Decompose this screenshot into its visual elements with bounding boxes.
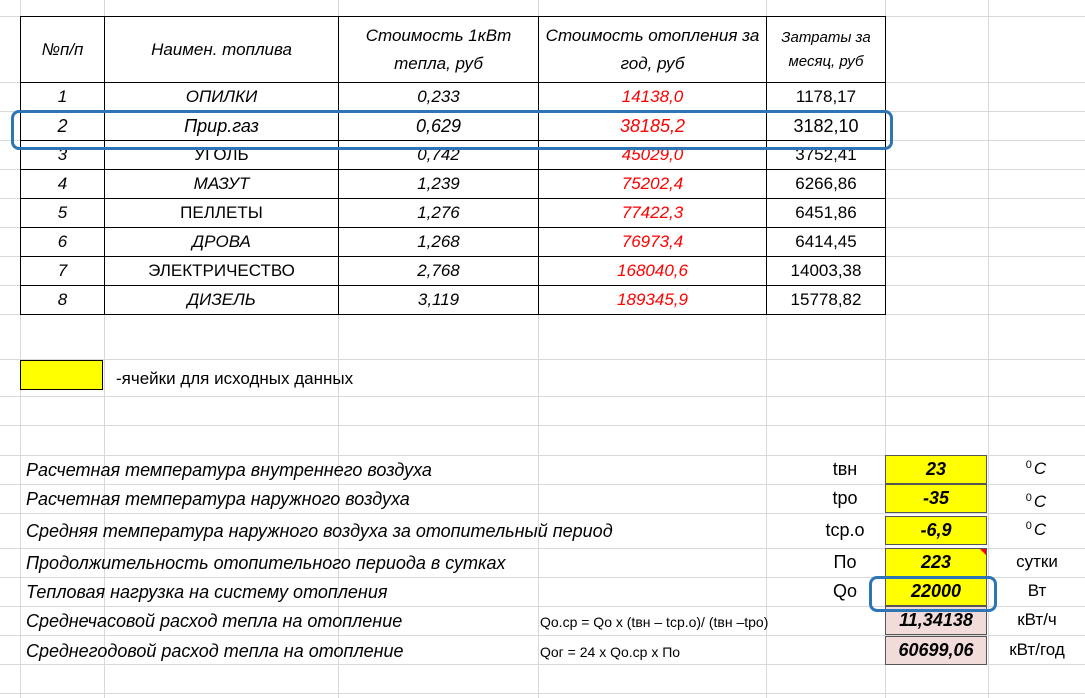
grid-line (0, 396, 1085, 397)
cell-cost-per-kw[interactable]: 1,268 (339, 228, 539, 257)
cell-cost-per-month[interactable]: 6414,45 (767, 228, 886, 257)
cell-cost-per-kw[interactable]: 0,742 (339, 141, 539, 170)
cell-cost-per-month[interactable]: 3182,10 (767, 112, 886, 141)
param-row (20, 484, 1085, 513)
cell-cost-per-month[interactable]: 1178,17 (767, 83, 886, 112)
cell-fuel-name[interactable]: ОПИЛКИ (105, 83, 339, 112)
cell-number[interactable]: 7 (21, 257, 105, 286)
header-cost-per-month[interactable]: Затраты за месяц, руб (767, 17, 886, 83)
param-unit: сутки (1016, 552, 1058, 571)
heat-load-highlight (869, 576, 997, 612)
param-value-input[interactable]: -35 (885, 484, 987, 513)
param-symbol: tср.о (825, 520, 865, 540)
param-row (20, 455, 1085, 484)
param-unit: $^0$ С (1025, 459, 1047, 478)
table-row (21, 83, 886, 112)
param-unit: кВт/ч (1017, 610, 1057, 629)
param-row (20, 636, 1085, 665)
table-row (21, 228, 886, 257)
cell-fuel-name[interactable]: Прир.газ (105, 112, 339, 141)
cell-number[interactable]: 4 (21, 170, 105, 199)
param-unit: кВт/год (1009, 640, 1065, 659)
input-cell-legend-text: -ячейки для исходных данных (116, 369, 354, 388)
param-row (20, 548, 1085, 577)
cell-fuel-name[interactable]: ДРОВА (105, 228, 339, 257)
param-symbol: По (833, 552, 857, 572)
cell-cost-per-month[interactable]: 14003,38 (767, 257, 886, 286)
param-symbol: Qо (832, 581, 857, 601)
cell-number[interactable]: 1 (21, 83, 105, 112)
param-unit: $^0$ С (1025, 492, 1047, 511)
cell-fuel-name[interactable]: УГОЛЬ (105, 141, 339, 170)
cell-cost-per-year[interactable]: 75202,4 (539, 170, 767, 199)
cell-cost-per-month[interactable]: 3752,41 (767, 141, 886, 170)
cell-fuel-name[interactable]: ДИЗЕЛЬ (105, 286, 339, 315)
param-value-result[interactable]: 60699,06 (885, 636, 987, 665)
param-symbol: tро (832, 488, 858, 508)
cell-cost-per-kw[interactable]: 3,119 (339, 286, 539, 315)
param-label: Расчетная температура наружного воздуха (26, 489, 410, 509)
param-row (20, 516, 1085, 545)
cell-cost-per-year[interactable]: 45029,0 (539, 141, 767, 170)
cell-number[interactable]: 8 (21, 286, 105, 315)
header-fuel-name[interactable]: Наимен. топлива (105, 17, 339, 83)
header-number[interactable]: №п/п (21, 17, 105, 83)
cell-cost-per-month[interactable]: 15778,82 (767, 286, 886, 315)
cell-cost-per-kw[interactable]: 0,629 (339, 112, 539, 141)
cell-cost-per-year[interactable]: 77422,3 (539, 199, 767, 228)
cell-cost-per-year[interactable]: 189345,9 (539, 286, 767, 315)
param-symbol: tвн (832, 459, 858, 479)
cell-cost-per-year[interactable]: 76973,4 (539, 228, 767, 257)
grid-line (0, 359, 1085, 360)
param-formula: Qог = 24 х Qо.ср х По (540, 644, 681, 660)
cell-cost-per-year[interactable]: 38185,2 (539, 112, 767, 141)
gas-row-highlight (11, 110, 893, 150)
cell-cost-per-kw[interactable]: 1,276 (339, 199, 539, 228)
grid-line (0, 693, 1085, 694)
cell-number[interactable]: 5 (21, 199, 105, 228)
param-label: Среднечасовой расход тепла на отопление (26, 611, 403, 631)
cell-cost-per-kw[interactable]: 0,233 (339, 83, 539, 112)
cell-cost-per-month[interactable]: 6451,86 (767, 199, 886, 228)
param-value-input[interactable]: -6,9 (885, 516, 987, 545)
header-cost-per-year[interactable]: Стоимость отопления за год, руб (539, 17, 767, 83)
table-row (21, 170, 886, 199)
table-row (21, 199, 886, 228)
table-row (21, 286, 886, 315)
cell-cost-per-month[interactable]: 6266,86 (767, 170, 886, 199)
cell-cost-per-year[interactable]: 14138,0 (539, 83, 767, 112)
param-value-input[interactable]: 23 (885, 455, 987, 484)
param-value-input[interactable]: 22000 (885, 577, 987, 606)
cell-cost-per-kw[interactable]: 1,239 (339, 170, 539, 199)
param-value-input[interactable]: 223 (885, 548, 987, 577)
param-label: Среднегодовой расход тепла на отопление (26, 641, 404, 661)
input-cell-legend-swatch (20, 360, 103, 390)
grid-line (0, 513, 1085, 514)
cell-cost-per-kw[interactable]: 2,768 (339, 257, 539, 286)
grid-line (0, 425, 1085, 426)
cell-cost-per-year[interactable]: 168040,6 (539, 257, 767, 286)
param-unit: $^0$ С (1025, 520, 1047, 539)
param-unit: Вт (1027, 581, 1047, 600)
param-label: Средняя температура наружного воздуха за отопительный период (26, 521, 613, 541)
cell-fuel-name[interactable]: ПЕЛЛЕТЫ (105, 199, 339, 228)
param-label: Расчетная температура внутреннего воздуха (26, 460, 432, 480)
cell-number[interactable]: 2 (21, 112, 105, 141)
table-header-row (21, 17, 886, 83)
param-value-result[interactable]: 11,34138 (885, 606, 987, 635)
cell-number[interactable]: 3 (21, 141, 105, 170)
cell-fuel-name[interactable]: МАЗУТ (105, 170, 339, 199)
cell-fuel-name[interactable]: ЭЛЕКТРИЧЕСТВО (105, 257, 339, 286)
header-cost-per-kw[interactable]: Стоимость 1кВт тепла, руб (339, 17, 539, 83)
param-label: Тепловая нагрузка на систему отопления (26, 582, 388, 602)
cell-number[interactable]: 6 (21, 228, 105, 257)
fuel-cost-table (20, 16, 886, 315)
param-label: Продолжительность отопительного периода в сутках (26, 553, 506, 573)
param-formula: Qо.ср = Qо х (tвн – tср.о)/ (tвн –tро) (540, 614, 769, 630)
table-row (21, 257, 886, 286)
